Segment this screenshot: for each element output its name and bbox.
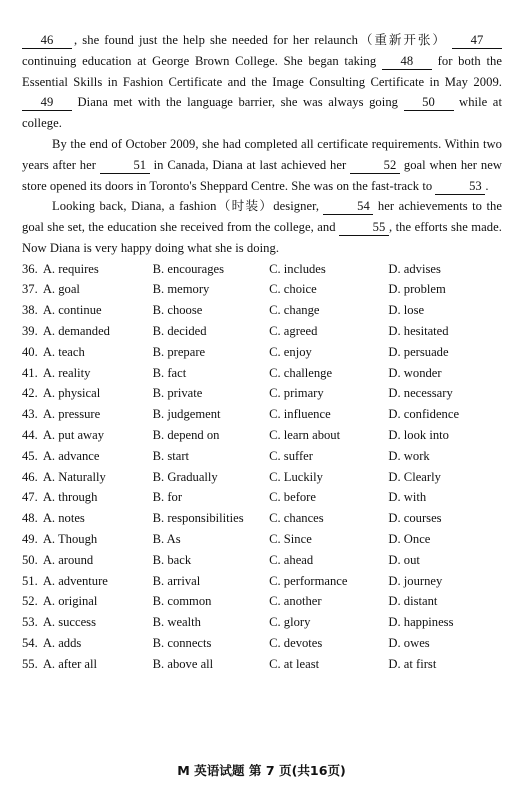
option-a: A. around (42, 552, 94, 567)
option-a: A. teach (42, 344, 85, 359)
option-a: A. after all (42, 656, 98, 671)
option-b: B. As (152, 532, 181, 547)
option-b: B. connects (152, 636, 212, 650)
passage-paragraph-2 (22, 134, 502, 196)
option-a: A. Naturally (42, 469, 106, 484)
question-number: 46. (22, 469, 38, 484)
option-row (22, 550, 502, 571)
option-c: C. choice (269, 282, 317, 297)
option-c: C. enjoy (269, 344, 312, 359)
question-number: 37. (22, 282, 38, 297)
option-c: C. before (269, 490, 316, 505)
option-c: C. influence (269, 407, 331, 422)
option-b: B. memory (152, 282, 210, 297)
option-row (22, 571, 502, 592)
passage-text: goal when her new store opened its doors in Toronto's Sheppard Centre. She was on the fast-track to (22, 157, 502, 193)
option-d: D. at first (388, 656, 437, 671)
option-b: B. common (152, 594, 212, 609)
option-c: C. agreed (269, 324, 318, 339)
option-d: D. owes (388, 636, 430, 650)
option-d: D. persuade (388, 344, 449, 359)
option-row (22, 592, 502, 613)
option-b: B. for (152, 490, 183, 505)
option-b: B. judgement (152, 407, 221, 422)
passage-text: Diana met with the language barrier, she was always going (72, 95, 404, 110)
passage-text: in Canada, Diana at last achieved her (149, 157, 351, 172)
option-d: D. out (388, 552, 420, 567)
option-row (22, 654, 502, 675)
question-number: 48. (22, 511, 38, 526)
option-a: A. notes (42, 511, 85, 526)
option-d: D. Clearly (388, 469, 441, 484)
option-row (22, 612, 502, 633)
passage-paragraph-3 (22, 196, 502, 258)
option-c: C. performance (269, 573, 348, 588)
option-d: D. necessary (388, 386, 453, 401)
option-a: A. physical (42, 386, 101, 401)
option-c: C. glory (269, 615, 311, 630)
option-row (22, 300, 502, 321)
option-b: B. arrival (152, 573, 201, 588)
option-a: A. requires (42, 261, 99, 276)
option-d: D. advises (388, 261, 441, 276)
option-c: C. learn about (269, 428, 341, 443)
option-a: A. original (42, 594, 98, 609)
option-c: C. another (269, 594, 322, 609)
option-a: A. continue (42, 303, 102, 318)
question-number: 44. (22, 428, 38, 443)
option-d: D. happiness (388, 615, 454, 630)
option-c: C. ahead (269, 552, 314, 567)
option-a: A. goal (42, 282, 80, 297)
passage-text: , the efforts she made. Now Diana is very happy doing what she is doing. (22, 220, 502, 255)
blank-51: 51 (100, 158, 150, 174)
option-b: B. above all (152, 656, 214, 671)
option-d: D. work (388, 448, 430, 463)
option-row (22, 404, 502, 425)
question-number: 43. (22, 407, 38, 422)
option-row (22, 446, 502, 467)
option-row (22, 321, 502, 342)
blank-50: 50 (404, 95, 454, 111)
option-b: B. encourages (152, 261, 224, 276)
option-a: A. reality (42, 365, 91, 380)
passage-text: Looking back, Diana, a fashion（时装）designer, (52, 199, 324, 214)
option-a: A. demanded (42, 324, 110, 339)
option-d: D. with (388, 490, 427, 505)
option-d: D. look into (388, 428, 449, 443)
blank-48: 48 (382, 54, 432, 70)
option-row (22, 363, 502, 384)
option-b: B. prepare (152, 344, 206, 359)
question-number: 36. (22, 261, 38, 276)
option-c: C. Since (269, 532, 312, 547)
option-row (22, 633, 502, 654)
option-row (22, 488, 502, 509)
option-d: D. confidence (388, 407, 460, 422)
blank-54: 54 (323, 199, 373, 215)
blank-46: 46 (22, 33, 72, 49)
option-c: C. Luckily (269, 469, 323, 484)
blank-52: 52 (350, 158, 400, 174)
page-footer: M 英语试题 第 7 页(共16页) (177, 763, 346, 778)
question-number: 53. (22, 615, 38, 630)
option-b: B. back (152, 552, 192, 567)
option-b: B. choose (152, 303, 203, 318)
option-c: C. challenge (269, 365, 333, 380)
question-number: 39. (22, 324, 38, 339)
question-number: 40. (22, 344, 38, 359)
passage-paragraph-1 (22, 30, 502, 134)
option-c: C. includes (269, 261, 326, 276)
option-row (22, 529, 502, 550)
option-c: C. chances (269, 511, 324, 526)
passage-text: her achievements to the goal she set, the education she received from the college, and (22, 199, 502, 235)
option-row (22, 342, 502, 363)
option-row (22, 425, 502, 446)
option-c: C. change (269, 303, 320, 318)
passage-text: while at college. (22, 95, 502, 131)
question-number: 38. (22, 303, 38, 318)
option-a: A. through (42, 490, 98, 505)
option-b: B. private (152, 386, 203, 401)
option-b: B. decided (152, 324, 207, 339)
option-a: A. pressure (42, 407, 101, 422)
option-a: A. Though (42, 532, 98, 547)
option-c: C. suffer (269, 448, 313, 463)
passage-text: By the end of October 2009, she had completed all certificate requirements. Within two years after her (22, 136, 502, 172)
option-b: B. responsibilities (152, 511, 244, 526)
option-b: B. Gradually (152, 469, 218, 484)
blank-49: 49 (22, 95, 72, 111)
option-d: D. hesitated (388, 324, 449, 339)
passage-text: continuing education at George Brown College. She began taking (22, 53, 382, 68)
option-row (22, 384, 502, 405)
question-number: 47. (22, 490, 38, 505)
question-number: 55. (22, 656, 38, 671)
passage-text: for both the Essential Skills in Fashion Certificate and the Image Consulting Certificate in May 2009. (22, 53, 502, 89)
question-number: 49. (22, 532, 38, 547)
option-d: D. problem (388, 282, 446, 297)
option-row (22, 467, 502, 488)
option-row (22, 259, 502, 280)
option-b: B. start (152, 448, 190, 463)
passage-text: . (485, 178, 489, 193)
option-a: A. adventure (42, 573, 108, 588)
blank-47: 47 (452, 33, 502, 49)
question-number: 54. (22, 636, 38, 650)
blank-55: 55 (339, 220, 389, 236)
question-number: 41. (22, 365, 38, 380)
question-number: 51. (22, 573, 38, 588)
question-number: 45. (22, 448, 38, 463)
passage-text: , she found just the help she needed for her relaunch（重新开张） (74, 33, 447, 47)
option-c: C. primary (269, 386, 324, 401)
option-c: C. at least (269, 656, 320, 671)
options-list (22, 259, 502, 675)
option-b: B. fact (152, 365, 187, 380)
option-d: D. journey (388, 573, 443, 588)
option-b: B. wealth (152, 615, 201, 630)
option-a: A. adds (42, 636, 82, 650)
option-row (22, 508, 502, 529)
blank-53: 53 (435, 179, 485, 195)
question-number: 42. (22, 386, 38, 401)
question-number: 50. (22, 552, 38, 567)
option-b: B. depend on (152, 428, 220, 443)
exam-page (22, 30, 502, 675)
option-d: D. distant (388, 594, 438, 609)
option-a: A. put away (42, 428, 105, 443)
option-row (22, 280, 502, 301)
option-a: A. advance (42, 448, 100, 463)
option-d: D. wonder (388, 365, 442, 380)
option-d: D. courses (388, 511, 442, 526)
option-a: A. success (42, 615, 96, 630)
question-number: 52. (22, 594, 38, 609)
option-d: D. lose (388, 303, 425, 318)
option-d: D. Once (388, 532, 431, 547)
option-c: C. devotes (269, 636, 323, 650)
